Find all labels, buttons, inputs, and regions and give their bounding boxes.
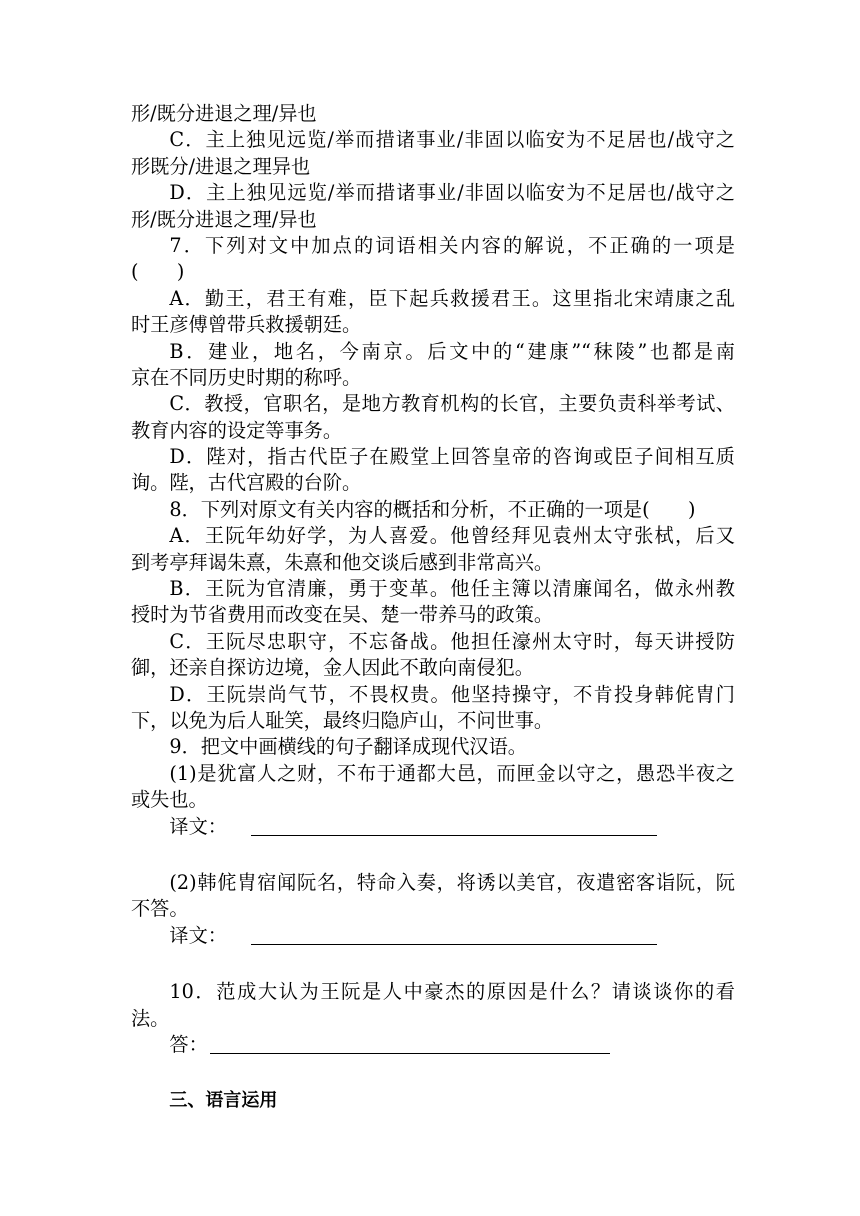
text-line: 7．下列对文中加点的词语相关内容的解说，不正确的一项是 [169, 233, 735, 257]
text-line: 时王彦傅曾带兵救援朝廷。 [131, 313, 362, 337]
text-line: ( ) [131, 260, 185, 284]
answer-blank-line[interactable] [251, 926, 657, 945]
text-line: 形/既分进退之理/异也 [131, 102, 317, 125]
text-line: A．勤王，君王有难，臣下起兵救援君王。这里指北宋靖康之乱 [169, 286, 735, 310]
text-line: D．主上独见远览/举而措诸事业/非固以临安为不足居也/战守之 [169, 181, 735, 205]
question-9-2-line-2: 不答。 [131, 897, 189, 921]
text-line: 询。陛，古代宫殿的台阶。 [131, 471, 362, 495]
text-line: 8．下列对原文有关内容的概括和分析，不正确的一项是( ) [169, 497, 696, 521]
text-line: 授时为节省费用而改变在吴、楚一带养马的政策。 [131, 603, 554, 627]
answer-blank-line[interactable] [251, 817, 657, 836]
question-10-line-2: 法。 [131, 1006, 170, 1030]
answer-label: 答： [169, 1032, 208, 1056]
text-line: 教育内容的设定等事务。 [131, 418, 343, 442]
text-line: B．王阮为官清廉，勇于变革。他任主簿以清廉闻名，做永州教 [169, 577, 735, 601]
text-line: D．王阮崇尚气节，不畏权贵。他坚持操守，不肯投身韩侂胄门 [169, 682, 735, 706]
text-line: D．陛对，指古代臣子在殿堂上回答皇帝的咨询或臣子间相互质 [169, 445, 735, 469]
text-line: 形既分/进退之理异也 [131, 154, 311, 178]
text-line: 御，还亲自探访边境，金人因此不敢向南侵犯。 [131, 656, 534, 680]
text-line: A．王阮年幼好学，为人喜爱。他曾经拜见袁州太守张栻，后又 [169, 524, 735, 548]
translation-answer-row-2[interactable] [131, 923, 735, 949]
document-page [131, 101, 735, 1115]
text-line: 9．把文中画横线的句子翻译成现代汉语。 [169, 735, 527, 759]
text-line: 到考亭拜谒朱熹，朱熹和他交谈后感到非常高兴。 [131, 550, 554, 574]
text-line: C．王阮尽忠职守，不忘备战。他担任濠州太守时，每天讲授防 [169, 629, 735, 653]
text-line: B．建业，地名，今南京。后文中的“建康”“秣陵”也都是南 [169, 339, 735, 363]
text-line: C．教授，官职名，是地方教育机构的长官，主要负责科举考试、 [169, 392, 735, 416]
translation-label: 译文： [169, 923, 227, 947]
text-line: C．主上独见远览/举而措诸事业/非固以临安为不足居也/战守之 [169, 128, 735, 152]
question-9-2-line-1: (2)韩侂胄宿闻阮名，特命入奏，将诱以美官，夜遣密客诣阮，阮 [169, 870, 735, 894]
text-line: 形/既分进退之理/异也 [131, 207, 317, 231]
text-line: 京在不同历史时期的称呼。 [131, 365, 362, 389]
text-line: (1)是犹富人之财，不布于通都大邑，而匣金以守之，愚恐半夜之 [169, 761, 735, 785]
translation-label: 译文： [169, 814, 227, 838]
text-line: 或失也。 [131, 788, 208, 812]
translation-answer-row-1[interactable] [131, 814, 735, 840]
section-heading: 三、语言运用 [169, 1090, 278, 1112]
answer-blank-line[interactable] [210, 1035, 610, 1054]
answer-row-10[interactable] [131, 1032, 735, 1058]
question-10-line-1: 10．范成大认为王阮是人中豪杰的原因是什么？请谈谈你的看 [169, 980, 735, 1004]
question-text-block [131, 101, 735, 814]
text-line: 下，以免为后人耻笑，最终归隐庐山，不问世事。 [131, 708, 554, 732]
